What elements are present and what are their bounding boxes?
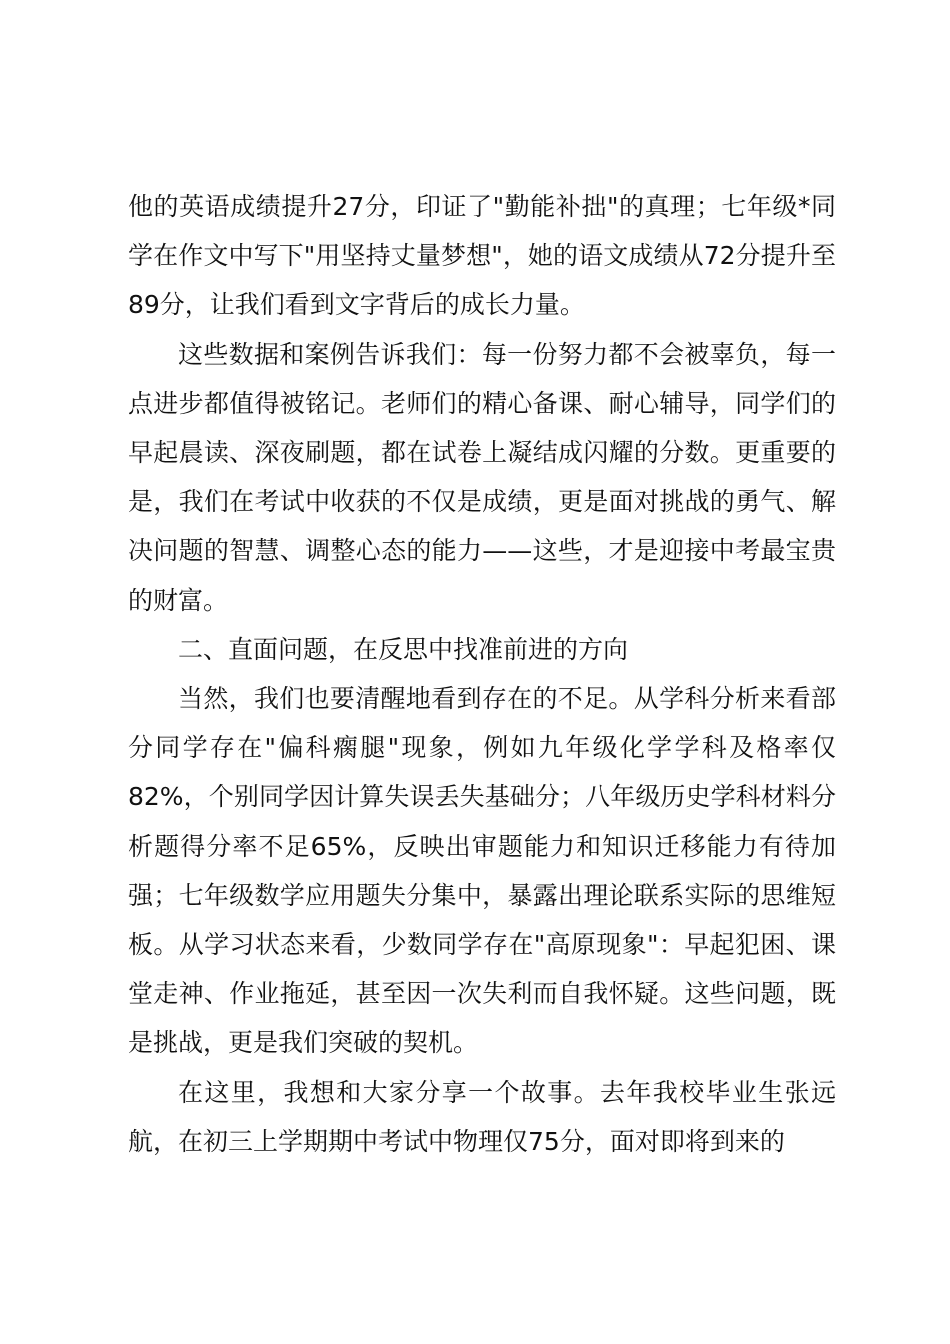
document-body bbox=[128, 182, 836, 1166]
paragraph-shortcomings: 当然，我们也要清醒地看到存在的不足。从学科分析来看部分同学存在"偏科瘸腿"现象，例如九年级化学学科及格率仅82%，个别同学因计算失误丢失基础分；八年级历史学科材料分析题得分率不足65%，反映出审题能力和知识迁移能力有待加强；七年级数学应用题失分集中，暴露出理论联系实际的思维短板。从学习状态来看，少数同学存在"高原现象"：早起犯困、课堂走神、作业拖延，甚至因一次失利而自我怀疑。这些问题，既是挑战，更是我们突破的契机。 bbox=[128, 684, 836, 1058]
section-heading-two: 二、直面问题，在反思中找准前进的方向 bbox=[178, 634, 629, 664]
paragraph-story: 在这里，我想和大家分享一个故事。去年我校毕业生张远航，在初三上学期期中考试中物理仅75分，面对即将到来的 bbox=[128, 1077, 836, 1156]
paragraph-continuation: 他的英语成绩提升27分，印证了"勤能补拙"的真理；七年级*同学在作文中写下"用坚持丈量梦想"，她的语文成绩从72分提升至89分，让我们看到文字背后的成长力量。 bbox=[128, 192, 836, 320]
paragraph-data-and-cases: 这些数据和案例告诉我们：每一份努力都不会被辜负，每一点进步都值得被铭记。老师们的精心备课、耐心辅导，同学们的早起晨读、深夜刷题，都在试卷上凝结成闪耀的分数。更重要的是，我们在考试中收获的不仅是成绩，更是面对挑战的勇气、解决问题的智慧、调整心态的能力——这些，才是迎接中考最宝贵的财富。 bbox=[128, 339, 836, 615]
